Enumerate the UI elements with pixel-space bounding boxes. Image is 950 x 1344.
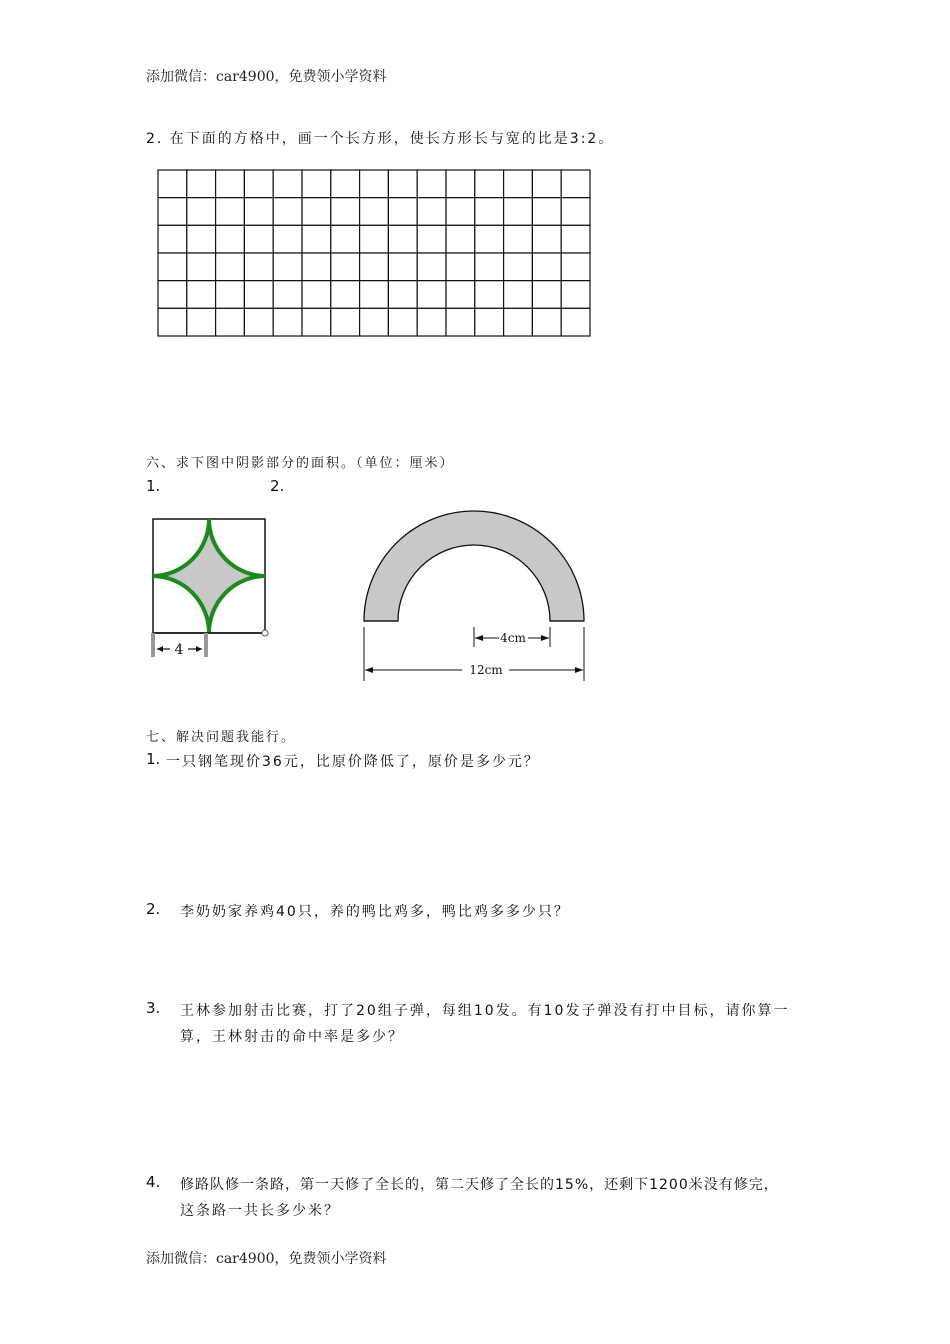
grid-cell bbox=[532, 225, 561, 253]
grid-cell bbox=[417, 253, 446, 281]
grid-cell bbox=[244, 281, 273, 309]
grid-cell bbox=[158, 170, 187, 198]
problem-2-num: 2. bbox=[146, 900, 161, 918]
grid-cell bbox=[504, 170, 533, 198]
grid-cell bbox=[504, 225, 533, 253]
grid-cell bbox=[302, 198, 331, 226]
grid-cell bbox=[244, 253, 273, 281]
grid-cell bbox=[532, 308, 561, 336]
grid-cell bbox=[417, 225, 446, 253]
grid-cell bbox=[446, 253, 475, 281]
grid-cell bbox=[504, 253, 533, 281]
grid-cell bbox=[158, 198, 187, 226]
grid-cell bbox=[273, 198, 302, 226]
problem-2-text: 李奶奶家养鸡40只，养的鸭比鸡多，鸭比鸡多多少只？ bbox=[180, 904, 570, 920]
grid-cell bbox=[504, 308, 533, 336]
grid-cell bbox=[417, 170, 446, 198]
grid-cell bbox=[561, 281, 590, 309]
fig1-dim-arrow-left bbox=[157, 646, 163, 652]
grid-cell bbox=[360, 198, 389, 226]
grid-cell bbox=[244, 198, 273, 226]
grid-cell bbox=[216, 225, 245, 253]
grid-cell bbox=[417, 281, 446, 309]
grid-cell bbox=[244, 170, 273, 198]
grid-cell bbox=[273, 308, 302, 336]
problem-4-text-line2: 这条路一共长多少米？ bbox=[180, 1203, 340, 1219]
grid-cell bbox=[302, 170, 331, 198]
grid-cell bbox=[244, 308, 273, 336]
grid-cell bbox=[561, 225, 590, 253]
section7-title: 七、解决问题我能行。 bbox=[146, 730, 297, 745]
grid-cell bbox=[331, 225, 360, 253]
grid-cell bbox=[446, 170, 475, 198]
problem-1-num: 1. bbox=[146, 750, 161, 768]
grid-cell bbox=[388, 308, 417, 336]
grid-cell bbox=[158, 281, 187, 309]
grid-cell bbox=[561, 308, 590, 336]
grid-cell bbox=[302, 253, 331, 281]
problem-3-num: 3. bbox=[146, 999, 161, 1017]
grid-cell bbox=[561, 170, 590, 198]
grid-cell bbox=[446, 225, 475, 253]
grid-cell bbox=[504, 198, 533, 226]
header-note: 添加微信：car4900，免费领小学资料 bbox=[146, 69, 387, 85]
grid-cell bbox=[360, 281, 389, 309]
grid-cell bbox=[331, 308, 360, 336]
grid-cell bbox=[273, 170, 302, 198]
grid-cell bbox=[216, 198, 245, 226]
fig1-label: 1. bbox=[146, 477, 161, 495]
grid-cell bbox=[417, 308, 446, 336]
grid-cell bbox=[417, 198, 446, 226]
grid-cell bbox=[446, 308, 475, 336]
grid-cell bbox=[302, 281, 331, 309]
grid-cell bbox=[216, 281, 245, 309]
grid-cell bbox=[331, 170, 360, 198]
grid-cell bbox=[360, 225, 389, 253]
fig2-shaded-ring bbox=[364, 511, 584, 621]
grid-cell bbox=[187, 281, 216, 309]
grid-cell bbox=[561, 198, 590, 226]
grid-cell bbox=[504, 281, 533, 309]
grid-cell bbox=[475, 170, 504, 198]
grid-cell bbox=[475, 198, 504, 226]
question-grid-text: 2. 在下面的方格中，画一个长方形，使长方形长与宽的比是3:2。 bbox=[146, 131, 615, 147]
grid-cell bbox=[187, 308, 216, 336]
fig2-inner-dim-label: 4cm bbox=[500, 631, 526, 645]
grid-cell bbox=[187, 225, 216, 253]
fig2-inner-dim-arrow-left bbox=[475, 635, 483, 641]
grid-cell bbox=[216, 170, 245, 198]
grid-cell bbox=[216, 308, 245, 336]
grid-cell bbox=[302, 225, 331, 253]
grid-cell bbox=[273, 281, 302, 309]
section6-title: 六、求下图中阴影部分的面积。（单位：厘米） bbox=[146, 456, 455, 471]
grid-cell bbox=[187, 253, 216, 281]
grid-cell bbox=[561, 253, 590, 281]
grid-cell bbox=[388, 225, 417, 253]
grid-cell bbox=[158, 225, 187, 253]
grid-cell bbox=[475, 225, 504, 253]
grid-cell bbox=[446, 198, 475, 226]
fig1-corner-dot bbox=[262, 630, 268, 636]
grid-cell bbox=[532, 281, 561, 309]
grid-cell bbox=[273, 253, 302, 281]
grid-cell bbox=[475, 308, 504, 336]
grid-cell bbox=[360, 170, 389, 198]
grid-cell bbox=[273, 225, 302, 253]
fig2-outer-dim-label: 12cm bbox=[469, 663, 503, 677]
grid-cell bbox=[158, 308, 187, 336]
grid-cell bbox=[187, 198, 216, 226]
grid-cell bbox=[158, 253, 187, 281]
figure-1-square bbox=[148, 515, 278, 665]
problem-1-text: 一只钢笔现价36元，比原价降低了，原价是多少元？ bbox=[166, 754, 540, 770]
grid-cell bbox=[331, 281, 360, 309]
fig1-dim-arrow-right bbox=[196, 646, 202, 652]
grid-cell bbox=[244, 225, 273, 253]
fig2-label: 2. bbox=[270, 477, 285, 495]
problem-4-num: 4. bbox=[146, 1173, 161, 1191]
grid-cell bbox=[360, 253, 389, 281]
fig1-dim-label: 4 bbox=[174, 642, 184, 658]
grid-cell bbox=[360, 308, 389, 336]
grid-cell bbox=[475, 253, 504, 281]
grid-cell bbox=[331, 198, 360, 226]
grid-cell bbox=[475, 281, 504, 309]
grid-cell bbox=[532, 253, 561, 281]
grid-cell bbox=[532, 170, 561, 198]
grid-cell bbox=[388, 281, 417, 309]
grid-cell bbox=[388, 170, 417, 198]
fig2-outer-dim-arrow-right bbox=[575, 667, 583, 673]
grid-cell bbox=[388, 198, 417, 226]
problem-3-text-line2: 算，王林射击的命中率是多少？ bbox=[180, 1029, 404, 1045]
grid-cell bbox=[216, 253, 245, 281]
grid-cell bbox=[302, 308, 331, 336]
footer-note: 添加微信：car4900，免费领小学资料 bbox=[146, 1251, 387, 1267]
grid-cell bbox=[331, 253, 360, 281]
grid-cell bbox=[446, 281, 475, 309]
fig2-inner-dim-arrow-right bbox=[541, 635, 549, 641]
square-grid bbox=[157, 169, 591, 337]
grid-cell bbox=[388, 253, 417, 281]
grid-cell bbox=[187, 170, 216, 198]
grid-cell bbox=[532, 198, 561, 226]
problem-4-text-line1: 修路队修一条路，第一天修了全长的，第二天修了全长的15%，还剩下1200米没有修完， bbox=[180, 1177, 779, 1193]
problem-3-text-line1: 王林参加射击比赛，打了20组子弹，每组10发。有10发子弹没有打中目标，请你算一 bbox=[180, 1003, 790, 1019]
fig2-outer-dim-arrow-left bbox=[365, 667, 373, 673]
figure-2-half-ring bbox=[358, 505, 598, 685]
